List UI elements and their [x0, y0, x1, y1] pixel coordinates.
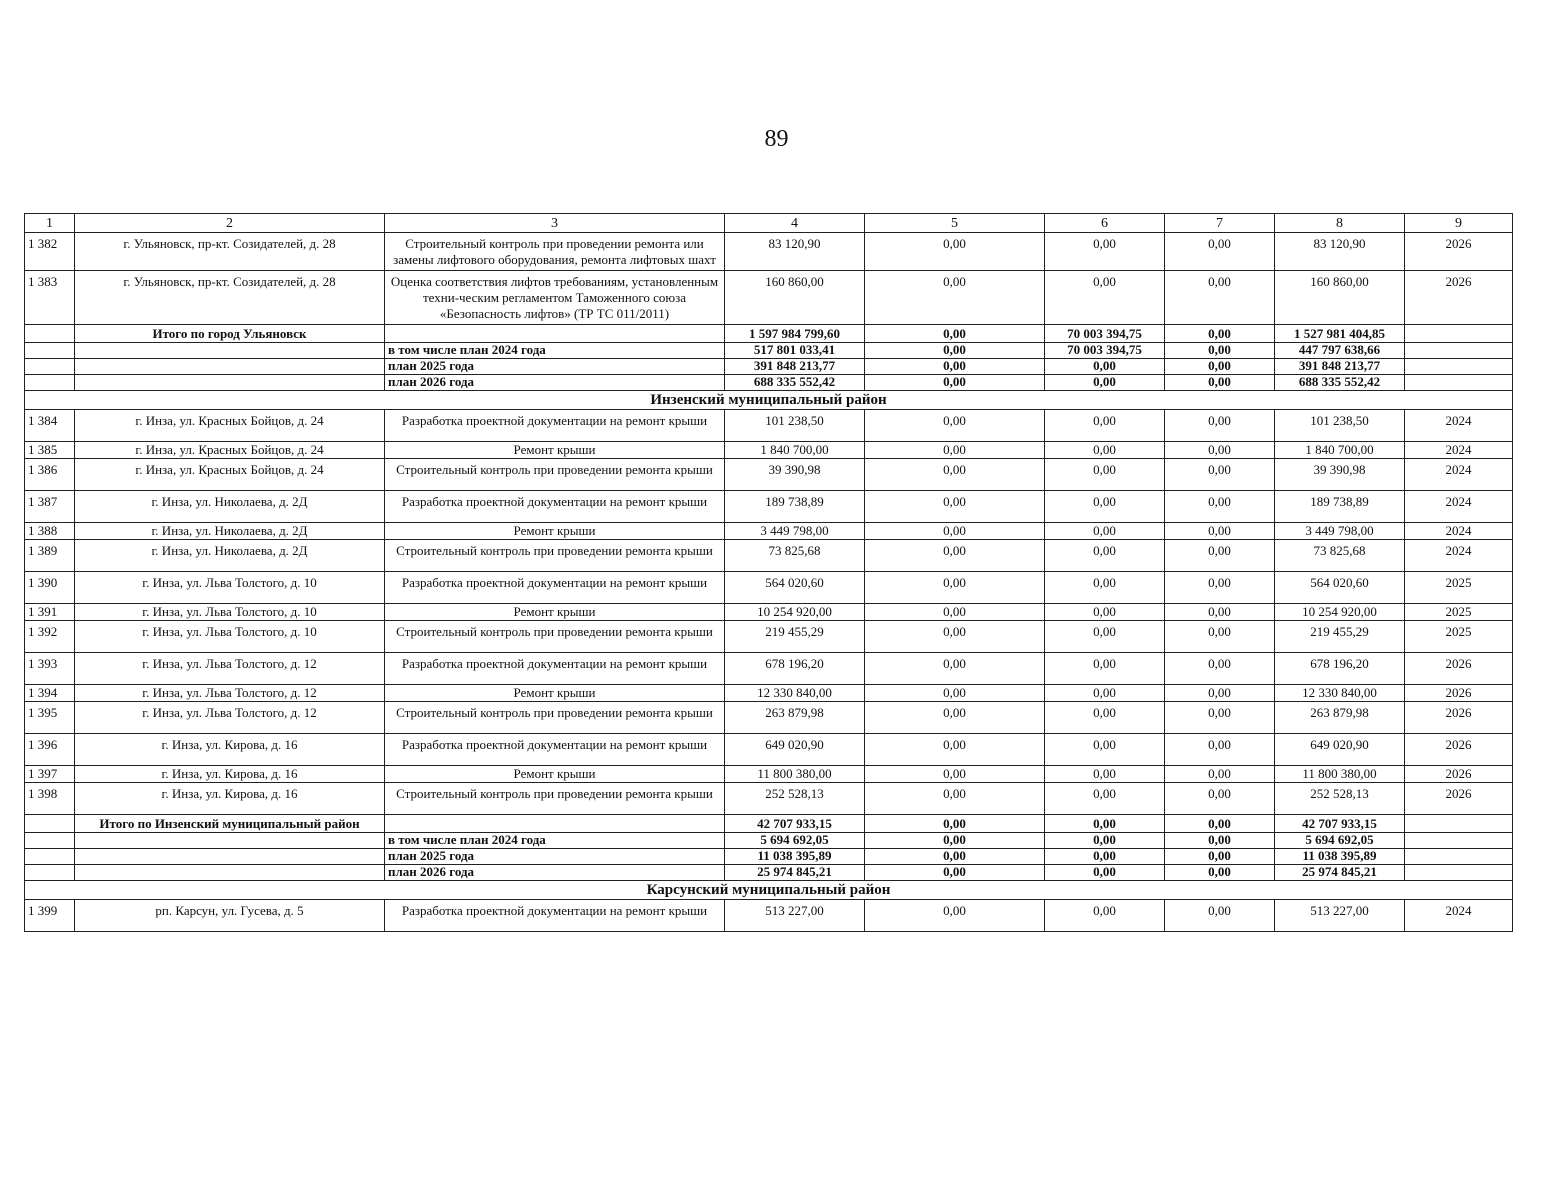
- year-cell: 2025: [1405, 621, 1513, 653]
- row-number-cell: [25, 359, 75, 375]
- year-cell: 2024: [1405, 491, 1513, 523]
- table-row: [25, 459, 1513, 491]
- total-cost-cell: 11 038 395,89: [725, 849, 865, 865]
- total-cost-cell: 3 449 798,00: [725, 523, 865, 540]
- plan-subtotal-row: [25, 375, 1513, 391]
- work-type-cell: Строительный контроль при проведении ремонта крыши: [385, 702, 725, 734]
- column-7-cell: 0,00: [1165, 375, 1275, 391]
- column-header: 3: [385, 214, 725, 233]
- address-cell: г. Инза, ул. Льва Толстого, д. 12: [75, 653, 385, 685]
- row-number-cell: 1 399: [25, 900, 75, 932]
- column-8-cell: 42 707 933,15: [1275, 815, 1405, 833]
- total-cost-cell: 42 707 933,15: [725, 815, 865, 833]
- year-cell: [1405, 815, 1513, 833]
- column-7-cell: 0,00: [1165, 523, 1275, 540]
- table-row: [25, 734, 1513, 766]
- column-6-cell: 0,00: [1045, 523, 1165, 540]
- column-7-cell: 0,00: [1165, 604, 1275, 621]
- table-row: [25, 410, 1513, 442]
- column-6-cell: 0,00: [1045, 621, 1165, 653]
- total-row: [25, 815, 1513, 833]
- year-cell: 2024: [1405, 540, 1513, 572]
- work-type-cell: план 2026 года: [385, 375, 725, 391]
- column-6-cell: 0,00: [1045, 833, 1165, 849]
- column-5-cell: 0,00: [865, 604, 1045, 621]
- column-6-cell: 0,00: [1045, 375, 1165, 391]
- year-cell: 2026: [1405, 653, 1513, 685]
- column-7-cell: 0,00: [1165, 325, 1275, 343]
- total-cost-cell: 189 738,89: [725, 491, 865, 523]
- row-number-cell: 1 384: [25, 410, 75, 442]
- column-5-cell: 0,00: [865, 783, 1045, 815]
- row-number-cell: 1 390: [25, 572, 75, 604]
- column-7-cell: 0,00: [1165, 815, 1275, 833]
- column-6-cell: 0,00: [1045, 702, 1165, 734]
- column-6-cell: 0,00: [1045, 849, 1165, 865]
- address-cell: [75, 849, 385, 865]
- column-5-cell: 0,00: [865, 491, 1045, 523]
- row-number-cell: 1 383: [25, 271, 75, 325]
- table-row: [25, 766, 1513, 783]
- work-type-cell: Ремонт крыши: [385, 442, 725, 459]
- column-7-cell: 0,00: [1165, 540, 1275, 572]
- column-8-cell: 263 879,98: [1275, 702, 1405, 734]
- work-type-cell: план 2025 года: [385, 849, 725, 865]
- column-8-cell: 564 020,60: [1275, 572, 1405, 604]
- year-cell: 2026: [1405, 734, 1513, 766]
- column-6-cell: 0,00: [1045, 233, 1165, 271]
- column-5-cell: 0,00: [865, 540, 1045, 572]
- table-row: [25, 783, 1513, 815]
- row-number-cell: 1 398: [25, 783, 75, 815]
- total-cost-cell: 83 120,90: [725, 233, 865, 271]
- row-number-cell: 1 395: [25, 702, 75, 734]
- work-type-cell: Разработка проектной документации на ремонт крыши: [385, 900, 725, 932]
- year-cell: 2026: [1405, 271, 1513, 325]
- row-number-cell: 1 396: [25, 734, 75, 766]
- column-header: 1: [25, 214, 75, 233]
- plan-subtotal-row: [25, 359, 1513, 375]
- column-5-cell: 0,00: [865, 572, 1045, 604]
- address-cell: рп. Карсун, ул. Гусева, д. 5: [75, 900, 385, 932]
- total-cost-cell: 25 974 845,21: [725, 865, 865, 881]
- table-row: [25, 702, 1513, 734]
- column-8-cell: 1 840 700,00: [1275, 442, 1405, 459]
- work-type-cell: Ремонт крыши: [385, 604, 725, 621]
- table-body: [25, 214, 1513, 932]
- column-7-cell: 0,00: [1165, 702, 1275, 734]
- column-5-cell: 0,00: [865, 900, 1045, 932]
- year-cell: [1405, 833, 1513, 849]
- column-5-cell: 0,00: [865, 523, 1045, 540]
- column-8-cell: 189 738,89: [1275, 491, 1405, 523]
- total-cost-cell: 649 020,90: [725, 734, 865, 766]
- total-cost-cell: 160 860,00: [725, 271, 865, 325]
- address-cell: г. Инза, ул. Красных Бойцов, д. 24: [75, 410, 385, 442]
- row-number-cell: 1 382: [25, 233, 75, 271]
- row-number-cell: 1 393: [25, 653, 75, 685]
- year-cell: 2025: [1405, 604, 1513, 621]
- column-7-cell: 0,00: [1165, 572, 1275, 604]
- work-type-cell: Строительный контроль при проведении ремонта или замены лифтового оборудования, ремонта лифтовых шахт: [385, 233, 725, 271]
- table-row: [25, 442, 1513, 459]
- address-cell: Итого по Инзенский муниципальный район: [75, 815, 385, 833]
- column-7-cell: 0,00: [1165, 271, 1275, 325]
- work-type-cell: Разработка проектной документации на ремонт крыши: [385, 491, 725, 523]
- column-7-cell: 0,00: [1165, 865, 1275, 881]
- section-title: Карсунский муниципальный район: [25, 881, 1513, 900]
- total-cost-cell: 1 840 700,00: [725, 442, 865, 459]
- column-5-cell: 0,00: [865, 702, 1045, 734]
- total-cost-cell: 513 227,00: [725, 900, 865, 932]
- row-number-cell: [25, 375, 75, 391]
- work-type-cell: Оценка соответствия лифтов требованиям, установленным техни-ческим регламентом Таможенного союза «Безопасность лифтов» (ТР ТС 011/2011): [385, 271, 725, 325]
- column-6-cell: 0,00: [1045, 604, 1165, 621]
- address-cell: [75, 375, 385, 391]
- address-cell: г. Инза, ул. Николаева, д. 2Д: [75, 523, 385, 540]
- column-8-cell: 12 330 840,00: [1275, 685, 1405, 702]
- address-cell: г. Инза, ул. Красных Бойцов, д. 24: [75, 442, 385, 459]
- work-type-cell: Ремонт крыши: [385, 523, 725, 540]
- column-8-cell: 101 238,50: [1275, 410, 1405, 442]
- column-7-cell: 0,00: [1165, 900, 1275, 932]
- column-6-cell: 0,00: [1045, 442, 1165, 459]
- column-8-cell: 5 694 692,05: [1275, 833, 1405, 849]
- year-cell: 2024: [1405, 459, 1513, 491]
- row-number-cell: [25, 849, 75, 865]
- year-cell: [1405, 325, 1513, 343]
- column-5-cell: 0,00: [865, 442, 1045, 459]
- address-cell: г. Инза, ул. Льва Толстого, д. 10: [75, 572, 385, 604]
- work-type-cell: в том числе план 2024 года: [385, 343, 725, 359]
- year-cell: 2024: [1405, 410, 1513, 442]
- column-7-cell: 0,00: [1165, 783, 1275, 815]
- column-header: 7: [1165, 214, 1275, 233]
- year-cell: [1405, 865, 1513, 881]
- year-cell: 2024: [1405, 900, 1513, 932]
- column-5-cell: 0,00: [865, 734, 1045, 766]
- column-header: 6: [1045, 214, 1165, 233]
- column-5-cell: 0,00: [865, 815, 1045, 833]
- column-8-cell: 252 528,13: [1275, 783, 1405, 815]
- column-7-cell: 0,00: [1165, 833, 1275, 849]
- total-cost-cell: 1 597 984 799,60: [725, 325, 865, 343]
- column-6-cell: 0,00: [1045, 766, 1165, 783]
- column-6-cell: 0,00: [1045, 410, 1165, 442]
- work-type-cell: план 2026 года: [385, 865, 725, 881]
- column-5-cell: 0,00: [865, 325, 1045, 343]
- address-cell: [75, 359, 385, 375]
- total-cost-cell: 39 390,98: [725, 459, 865, 491]
- year-cell: 2026: [1405, 783, 1513, 815]
- column-6-cell: 0,00: [1045, 685, 1165, 702]
- plan-subtotal-row: [25, 849, 1513, 865]
- column-6-cell: 0,00: [1045, 572, 1165, 604]
- column-6-cell: 0,00: [1045, 653, 1165, 685]
- column-5-cell: 0,00: [865, 653, 1045, 685]
- column-8-cell: 447 797 638,66: [1275, 343, 1405, 359]
- address-cell: г. Ульяновск, пр-кт. Созидателей, д. 28: [75, 233, 385, 271]
- section-header-row: [25, 391, 1513, 410]
- table-row: [25, 491, 1513, 523]
- row-number-cell: 1 386: [25, 459, 75, 491]
- column-8-cell: 513 227,00: [1275, 900, 1405, 932]
- year-cell: 2025: [1405, 572, 1513, 604]
- column-header: 5: [865, 214, 1045, 233]
- work-type-cell: план 2025 года: [385, 359, 725, 375]
- column-7-cell: 0,00: [1165, 233, 1275, 271]
- row-number-cell: [25, 325, 75, 343]
- total-cost-cell: 101 238,50: [725, 410, 865, 442]
- address-cell: г. Инза, ул. Льва Толстого, д. 10: [75, 604, 385, 621]
- row-number-cell: [25, 815, 75, 833]
- column-7-cell: 0,00: [1165, 734, 1275, 766]
- row-number-cell: 1 391: [25, 604, 75, 621]
- column-5-cell: 0,00: [865, 375, 1045, 391]
- total-cost-cell: 688 335 552,42: [725, 375, 865, 391]
- plan-subtotal-row: [25, 343, 1513, 359]
- year-cell: 2024: [1405, 523, 1513, 540]
- address-cell: [75, 833, 385, 849]
- column-6-cell: 0,00: [1045, 491, 1165, 523]
- address-cell: г. Инза, ул. Льва Толстого, д. 12: [75, 685, 385, 702]
- address-cell: г. Инза, ул. Кирова, д. 16: [75, 783, 385, 815]
- table-row: [25, 621, 1513, 653]
- column-8-cell: 3 449 798,00: [1275, 523, 1405, 540]
- work-type-cell: Строительный контроль при проведении ремонта крыши: [385, 783, 725, 815]
- column-7-cell: 0,00: [1165, 359, 1275, 375]
- column-header: 8: [1275, 214, 1405, 233]
- column-8-cell: 11 038 395,89: [1275, 849, 1405, 865]
- work-type-cell: Разработка проектной документации на ремонт крыши: [385, 410, 725, 442]
- column-8-cell: 160 860,00: [1275, 271, 1405, 325]
- table-row: [25, 685, 1513, 702]
- work-type-cell: Разработка проектной документации на ремонт крыши: [385, 572, 725, 604]
- column-7-cell: 0,00: [1165, 621, 1275, 653]
- address-cell: г. Инза, ул. Льва Толстого, д. 10: [75, 621, 385, 653]
- work-type-cell: [385, 325, 725, 343]
- address-cell: [75, 865, 385, 881]
- column-5-cell: 0,00: [865, 359, 1045, 375]
- column-7-cell: 0,00: [1165, 685, 1275, 702]
- column-7-cell: 0,00: [1165, 653, 1275, 685]
- address-cell: г. Инза, ул. Николаева, д. 2Д: [75, 540, 385, 572]
- column-5-cell: 0,00: [865, 685, 1045, 702]
- row-number-cell: 1 388: [25, 523, 75, 540]
- work-type-cell: в том числе план 2024 года: [385, 833, 725, 849]
- table-row: [25, 233, 1513, 271]
- address-cell: г. Инза, ул. Николаева, д. 2Д: [75, 491, 385, 523]
- column-6-cell: 0,00: [1045, 359, 1165, 375]
- column-5-cell: 0,00: [865, 343, 1045, 359]
- address-cell: Итого по город Ульяновск: [75, 325, 385, 343]
- address-cell: г. Ульяновск, пр-кт. Созидателей, д. 28: [75, 271, 385, 325]
- table-row: [25, 900, 1513, 932]
- column-5-cell: 0,00: [865, 865, 1045, 881]
- address-cell: [75, 343, 385, 359]
- column-6-cell: 0,00: [1045, 459, 1165, 491]
- column-8-cell: 73 825,68: [1275, 540, 1405, 572]
- year-cell: 2026: [1405, 766, 1513, 783]
- row-number-cell: 1 387: [25, 491, 75, 523]
- year-cell: 2026: [1405, 702, 1513, 734]
- column-6-cell: 0,00: [1045, 815, 1165, 833]
- column-header: 9: [1405, 214, 1513, 233]
- column-header: 2: [75, 214, 385, 233]
- work-type-cell: Разработка проектной документации на ремонт крыши: [385, 734, 725, 766]
- column-8-cell: 1 527 981 404,85: [1275, 325, 1405, 343]
- total-cost-cell: 11 800 380,00: [725, 766, 865, 783]
- program-table-container: [24, 213, 1512, 932]
- column-6-cell: 0,00: [1045, 271, 1165, 325]
- column-7-cell: 0,00: [1165, 410, 1275, 442]
- row-number-cell: 1 385: [25, 442, 75, 459]
- total-cost-cell: 10 254 920,00: [725, 604, 865, 621]
- year-cell: 2026: [1405, 233, 1513, 271]
- column-header: 4: [725, 214, 865, 233]
- column-6-cell: 0,00: [1045, 783, 1165, 815]
- total-cost-cell: 73 825,68: [725, 540, 865, 572]
- work-type-cell: Ремонт крыши: [385, 766, 725, 783]
- row-number-cell: [25, 865, 75, 881]
- column-8-cell: 219 455,29: [1275, 621, 1405, 653]
- column-8-cell: 649 020,90: [1275, 734, 1405, 766]
- column-7-cell: 0,00: [1165, 491, 1275, 523]
- column-8-cell: 39 390,98: [1275, 459, 1405, 491]
- row-number-cell: 1 392: [25, 621, 75, 653]
- column-5-cell: 0,00: [865, 233, 1045, 271]
- total-cost-cell: 391 848 213,77: [725, 359, 865, 375]
- column-6-cell: 70 003 394,75: [1045, 325, 1165, 343]
- table-row: [25, 540, 1513, 572]
- row-number-cell: 1 389: [25, 540, 75, 572]
- column-5-cell: 0,00: [865, 766, 1045, 783]
- column-6-cell: 0,00: [1045, 734, 1165, 766]
- total-cost-cell: 12 330 840,00: [725, 685, 865, 702]
- row-number-cell: 1 394: [25, 685, 75, 702]
- column-5-cell: 0,00: [865, 849, 1045, 865]
- column-8-cell: 83 120,90: [1275, 233, 1405, 271]
- table-row: [25, 653, 1513, 685]
- column-8-cell: 391 848 213,77: [1275, 359, 1405, 375]
- column-7-cell: 0,00: [1165, 343, 1275, 359]
- total-row: [25, 325, 1513, 343]
- row-number-cell: [25, 343, 75, 359]
- work-type-cell: Ремонт крыши: [385, 685, 725, 702]
- work-type-cell: [385, 815, 725, 833]
- total-cost-cell: 252 528,13: [725, 783, 865, 815]
- column-8-cell: 11 800 380,00: [1275, 766, 1405, 783]
- total-cost-cell: 219 455,29: [725, 621, 865, 653]
- year-cell: [1405, 375, 1513, 391]
- plan-subtotal-row: [25, 833, 1513, 849]
- year-cell: 2024: [1405, 442, 1513, 459]
- address-cell: г. Инза, ул. Кирова, д. 16: [75, 766, 385, 783]
- column-number-row: [25, 214, 1513, 233]
- total-cost-cell: 517 801 033,41: [725, 343, 865, 359]
- work-type-cell: Строительный контроль при проведении ремонта крыши: [385, 459, 725, 491]
- column-5-cell: 0,00: [865, 833, 1045, 849]
- column-5-cell: 0,00: [865, 410, 1045, 442]
- column-6-cell: 0,00: [1045, 540, 1165, 572]
- table-row: [25, 604, 1513, 621]
- year-cell: [1405, 359, 1513, 375]
- section-header-row: [25, 881, 1513, 900]
- column-7-cell: 0,00: [1165, 459, 1275, 491]
- column-5-cell: 0,00: [865, 271, 1045, 325]
- total-cost-cell: 263 879,98: [725, 702, 865, 734]
- program-table: [24, 213, 1513, 932]
- year-cell: [1405, 343, 1513, 359]
- table-row: [25, 271, 1513, 325]
- column-7-cell: 0,00: [1165, 766, 1275, 783]
- work-type-cell: Разработка проектной документации на ремонт крыши: [385, 653, 725, 685]
- total-cost-cell: 678 196,20: [725, 653, 865, 685]
- column-7-cell: 0,00: [1165, 442, 1275, 459]
- address-cell: г. Инза, ул. Кирова, д. 16: [75, 734, 385, 766]
- work-type-cell: Строительный контроль при проведении ремонта крыши: [385, 540, 725, 572]
- address-cell: г. Инза, ул. Льва Толстого, д. 12: [75, 702, 385, 734]
- section-title: Инзенский муниципальный район: [25, 391, 1513, 410]
- column-7-cell: 0,00: [1165, 849, 1275, 865]
- column-5-cell: 0,00: [865, 459, 1045, 491]
- plan-subtotal-row: [25, 865, 1513, 881]
- column-8-cell: 25 974 845,21: [1275, 865, 1405, 881]
- column-8-cell: 10 254 920,00: [1275, 604, 1405, 621]
- page-number: 89: [764, 126, 789, 152]
- column-6-cell: 70 003 394,75: [1045, 343, 1165, 359]
- row-number-cell: 1 397: [25, 766, 75, 783]
- column-5-cell: 0,00: [865, 621, 1045, 653]
- table-row: [25, 572, 1513, 604]
- total-cost-cell: 5 694 692,05: [725, 833, 865, 849]
- row-number-cell: [25, 833, 75, 849]
- column-8-cell: 678 196,20: [1275, 653, 1405, 685]
- column-6-cell: 0,00: [1045, 900, 1165, 932]
- year-cell: [1405, 849, 1513, 865]
- year-cell: 2026: [1405, 685, 1513, 702]
- table-row: [25, 523, 1513, 540]
- column-8-cell: 688 335 552,42: [1275, 375, 1405, 391]
- total-cost-cell: 564 020,60: [725, 572, 865, 604]
- address-cell: г. Инза, ул. Красных Бойцов, д. 24: [75, 459, 385, 491]
- work-type-cell: Строительный контроль при проведении ремонта крыши: [385, 621, 725, 653]
- column-6-cell: 0,00: [1045, 865, 1165, 881]
